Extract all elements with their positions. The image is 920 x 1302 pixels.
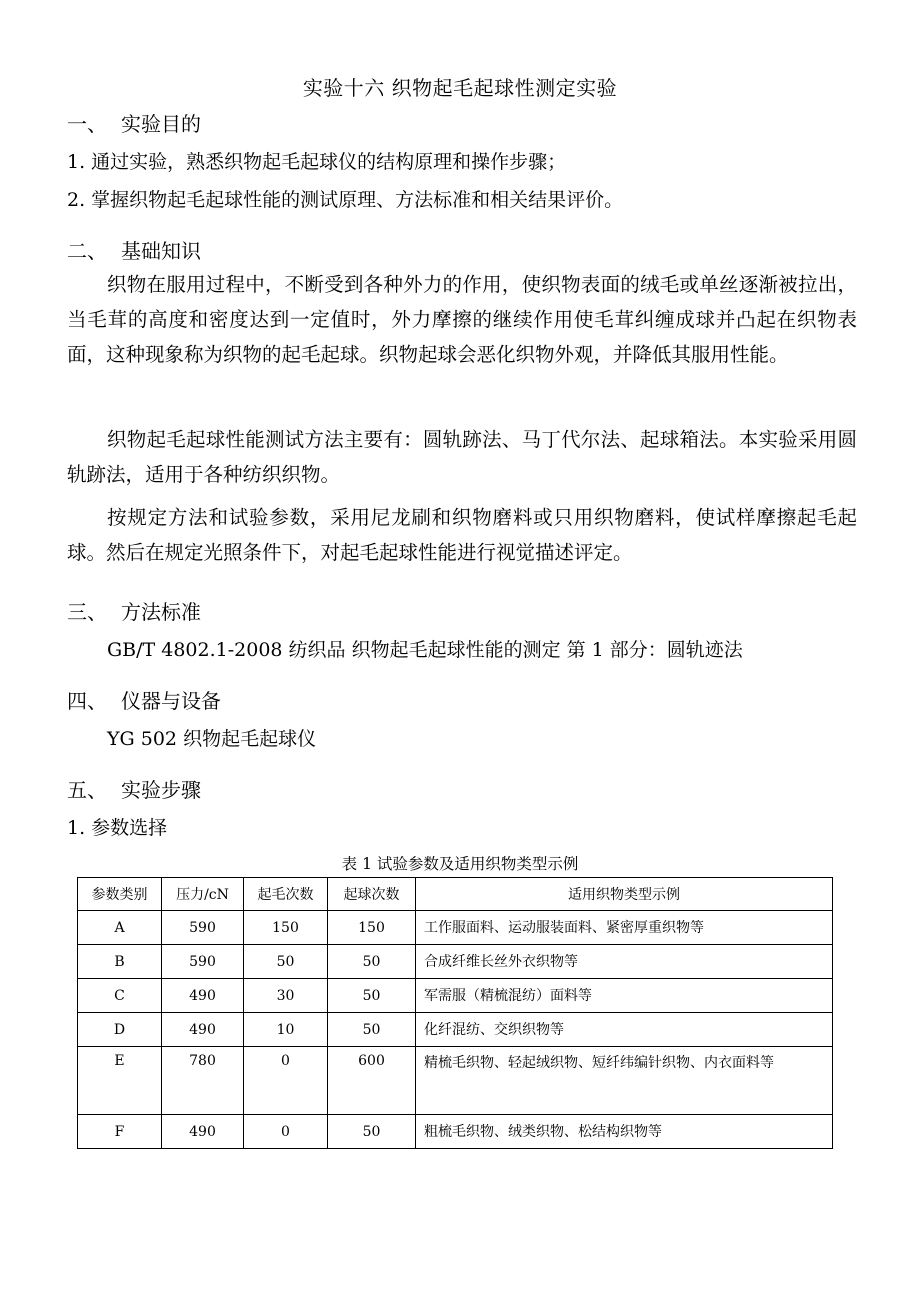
basics-paragraph-1: 织物在服用过程中，不断受到各种外力的作用，使织物表面的绒毛或单丝逐渐被拉出，当毛茸的高度和密度达到一定值时，外力摩擦的继续作用使毛茸纠缠成球并凸起在织物表面，这种现象称为织物的起毛起球。织物起球会恶化织物外观，并降低其服用性能。 <box>67 273 857 366</box>
table-cell: F <box>78 1115 162 1149</box>
table-cell: 150 <box>328 911 416 945</box>
section-title: 仪器与设备 <box>121 689 221 713</box>
section-title: 实验步骤 <box>121 778 201 802</box>
table-cell: A <box>78 911 162 945</box>
section-heading-basics <box>67 235 201 264</box>
table-cell: C <box>78 979 162 1013</box>
column-header: 起球次数 <box>328 878 416 911</box>
table-cell: 600 <box>328 1047 416 1115</box>
section-number: 三、 <box>67 600 107 624</box>
table-row <box>78 1013 833 1047</box>
section-heading-equipment <box>67 685 221 714</box>
table-caption: 表 1 试验参数及适用织物类型示例 <box>341 855 579 873</box>
table-cell: 30 <box>244 979 328 1013</box>
table-cell: 0 <box>244 1047 328 1115</box>
table-cell: 50 <box>328 945 416 979</box>
table-row <box>78 1115 833 1149</box>
table-cell: 50 <box>328 1115 416 1149</box>
table-row <box>78 945 833 979</box>
table-header-row <box>78 878 833 911</box>
section-title: 实验目的 <box>121 112 201 136</box>
objective-item-1: 1. 通过实验，熟悉织物起毛起球仪的结构原理和操作步骤； <box>67 151 567 173</box>
table-cell: 490 <box>162 979 244 1013</box>
table-cell: 合成纤维长丝外衣织物等 <box>416 945 833 979</box>
equipment-text: YG 502 织物起毛起球仪 <box>107 728 317 750</box>
section-heading-standard <box>67 596 201 625</box>
objective-item-2: 2. 掌握织物起毛起球性能的测试原理、方法标准和相关结果评价。 <box>67 189 624 211</box>
table-cell: 军需服（精梳混纺）面料等 <box>416 979 833 1013</box>
column-header: 压力/cN <box>162 878 244 911</box>
column-header: 适用织物类型示例 <box>416 878 833 911</box>
parameters-table <box>77 877 833 1149</box>
table-cell: 50 <box>328 979 416 1013</box>
table-cell: 590 <box>162 911 244 945</box>
table-cell: 10 <box>244 1013 328 1047</box>
section-number: 五、 <box>67 778 107 802</box>
table-cell: E <box>78 1047 162 1115</box>
table-cell: 590 <box>162 945 244 979</box>
table-cell: 精梳毛织物、轻起绒织物、短纤纬编针织物、内衣面料等 <box>416 1047 833 1115</box>
table-cell: B <box>78 945 162 979</box>
table-cell: 490 <box>162 1013 244 1047</box>
section-title: 方法标准 <box>121 600 201 624</box>
table-row <box>78 911 833 945</box>
section-heading-procedure <box>67 774 201 803</box>
table-row <box>78 979 833 1013</box>
standard-text: GB/T 4802.1-2008 纺织品 织物起毛起球性能的测定 第 1 部分：圆轨迹法 <box>107 639 743 661</box>
table-cell: 780 <box>162 1047 244 1115</box>
section-number: 四、 <box>67 689 107 713</box>
table-cell: 50 <box>328 1013 416 1047</box>
table-cell: 0 <box>244 1115 328 1149</box>
basics-paragraph-3: 按规定方法和试验参数，采用尼龙刷和织物磨料或只用织物磨料，使试样摩擦起毛起球。然后在规定光照条件下，对起毛起球性能进行视觉描述评定。 <box>67 506 857 564</box>
section-heading-objectives <box>67 108 201 137</box>
table-row <box>78 1047 833 1115</box>
basics-paragraph-2: 织物起毛起球性能测试方法主要有：圆轨跡法、马丁代尔法、起球箱法。本实验采用圆轨跡法，适用于各种纺织织物。 <box>67 428 857 486</box>
table-cell: 工作服面料、运动服装面料、紧密厚重织物等 <box>416 911 833 945</box>
table-cell: 50 <box>244 945 328 979</box>
table-cell: 150 <box>244 911 328 945</box>
section-title: 基础知识 <box>121 239 201 263</box>
column-header: 参数类别 <box>78 878 162 911</box>
document-title: 实验十六 织物起毛起球性测定实验 <box>302 76 618 100</box>
section-number: 二、 <box>67 239 107 263</box>
table-cell: D <box>78 1013 162 1047</box>
table-cell: 粗梳毛织物、绒类织物、松结构织物等 <box>416 1115 833 1149</box>
procedure-step-1: 1. 参数选择 <box>67 817 168 839</box>
table-cell: 化纤混纺、交织织物等 <box>416 1013 833 1047</box>
table-cell: 490 <box>162 1115 244 1149</box>
column-header: 起毛次数 <box>244 878 328 911</box>
section-number: 一、 <box>67 112 107 136</box>
